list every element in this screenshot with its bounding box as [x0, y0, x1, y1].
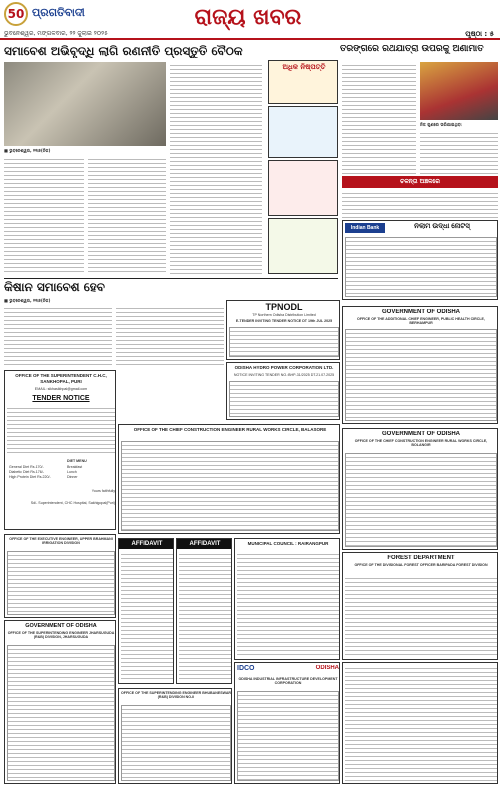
section-title: ରାଜ୍ୟ ଖବର [194, 4, 302, 30]
tpnodl-line: E-TENDER INVITING TENDER NOTICE DT 19th JUL 2025 [235, 319, 333, 323]
municipal-title: MUNICIPAL COUNCIL : RAIRANGPUR [247, 541, 329, 546]
chc-notice [4, 370, 116, 530]
idco-sub: ODISHA INDUSTRIAL INFRASTRUCTURE DEVELOPMENT CORPORATION [238, 677, 338, 686]
lead-headline: ସମାବେଶ ଅଭିବୃଦ୍ଧି ଲାଗି ରଣନୀତି ପ୍ରସ୍ତୁତି ବୈଠକ [4, 45, 243, 58]
diet-item-2: Lunch [67, 470, 77, 474]
gov-notice-2-title: GOVERNMENT OF ODISHA [381, 431, 460, 437]
chc-title: OFFICE OF THE SUPERINTENDENT C.H.C, SANKHOPAL, PURI [15, 373, 107, 384]
jharsuguda-table [7, 645, 115, 781]
affidavit-2 [176, 538, 232, 684]
bank-notice [342, 220, 498, 300]
kisan-byline: ■ ଭୁବନେଶ୍ୱର, ୨୧ା୭(ନିଜ) [4, 298, 51, 303]
affidavit-1 [118, 538, 174, 684]
lead-photo [4, 62, 166, 146]
tpnodl-sub: TP Northern Odisha Distribution Limited [252, 313, 316, 317]
ce-balasore-title: OFFICE OF THE CHIEF CONSTRUCTION ENGINEER RURAL WORKS CIRCLE, BALASORE [133, 427, 327, 432]
forest-notice [342, 552, 498, 660]
rate-1: General Diet Rs.170/- [9, 465, 44, 469]
ohpc-notice [226, 362, 340, 420]
gov-notice-2 [342, 428, 498, 550]
municipal-notice [234, 538, 340, 660]
ce-balasore-table [121, 441, 339, 531]
chc-email: EMAIL: sikhasikhpal@gmail.com [34, 387, 88, 391]
jharsuguda-gov: GOVERNMENT OF ODISHA [25, 623, 97, 629]
rate-2: Diabetic Diet Rs.176/- [9, 470, 44, 474]
yours-faithfully: Yours faithfully [91, 489, 115, 493]
center-ad-4 [268, 218, 338, 274]
upper-brahmani-notice [4, 534, 116, 618]
se-bhubaneswar-title: OFFICE OF THE SUPERINTENDING ENGINEER BHUBANESWAR (R&B) DIVISION NO-II [121, 691, 231, 700]
gov-notice-2-sub: OFFICE OF THE CHIEF CONSTRUCTION ENGINEER RURAL WORKS CIRCLE, BOLANGIR [354, 439, 488, 448]
diet-item-1: Breakfast [67, 465, 83, 469]
affidavit-1-body [121, 551, 173, 681]
kisan-body-col2 [116, 305, 224, 367]
idco-notice [234, 662, 340, 784]
upper-brahmani-table [7, 551, 115, 615]
dateline: ଭୁବନେଶ୍ୱର, ମଙ୍ଗଳବାର, ୨୨ ଜୁଲାଇ ୨୦୨୫ [4, 30, 108, 37]
kisan-headline: କିଷାନ ସମାବେଶ ହେବ [4, 281, 105, 294]
bank-notice-table [345, 237, 497, 297]
chc-body [7, 405, 115, 455]
affidavit-1-title: AFFIDAVIT [119, 539, 174, 549]
lead-body-col2 [88, 156, 166, 274]
forest-sub: OFFICE OF THE DIVISIONAL FOREST OFFICER BARIPADA FOREST DIVISION [354, 563, 488, 567]
center-ad-3 [268, 160, 338, 216]
mid-story-body [170, 62, 262, 274]
center-ad-1 [268, 60, 338, 104]
se-bhubaneswar-table [121, 705, 231, 781]
right-story-body-2 [420, 130, 498, 174]
kisan-body-col1 [4, 305, 112, 367]
idco-logo: IDCO [237, 665, 255, 672]
bottom-right-notice [342, 662, 498, 784]
jharsuguda-sub: OFFICE OF THE SUPERINTENDING ENGINEER JHARSUGUDA (R&B) DIVISION, JHARSUGUDA [7, 631, 115, 640]
jharsuguda-notice [4, 620, 116, 784]
diet-item-3: Dinner [67, 475, 78, 479]
gov-notice-2-table [345, 453, 497, 547]
lead-body-col1 [4, 156, 84, 274]
ce-balasore-notice [118, 424, 340, 534]
idco-table [237, 691, 339, 781]
gov-notice-1-title: GOVERNMENT OF ODISHA [381, 309, 460, 315]
center-ad-1-title: ଅଧିକ ନିଷ୍ପତ୍ତି [282, 63, 326, 71]
right-lower-body [342, 190, 498, 218]
right-banner: ଚଳନ୍ତା ଅଞ୍ଚଳରେ [342, 176, 498, 188]
bank-notice-title: ନିଲାମ ଉଦ୍ଧା ନୋଟିସ୍ [414, 223, 470, 230]
diet-menu-label: DIET MENU [67, 459, 87, 463]
tpnodl-notice [226, 300, 340, 360]
forest-title: FOREST DEPARTMENT [387, 555, 455, 561]
forest-body [345, 575, 497, 657]
affidavit-2-title: AFFIDAVIT [177, 539, 232, 549]
tpnodl-title: TPNODL [265, 302, 303, 312]
right-story-body [342, 62, 416, 174]
gov-notice-1-sub: OFFICE OF THE ADDITIONAL CHIEF ENGINEER, PUBLIC HEALTH CIRCLE, BERHAMPUR [357, 317, 485, 326]
affidavit-2-body [179, 551, 231, 681]
gov-notice-1-table [345, 329, 497, 421]
bank-name: Indian Bank [345, 223, 385, 233]
bottom-right-body [345, 665, 497, 781]
upper-brahmani-title: OFFICE OF THE EXECUTIVE ENGINEER, UPPER BRAHMANI IRRIGATION DIVISION [9, 537, 113, 546]
ohpc-table [229, 381, 339, 417]
ohpc-line: NOTICE INVITING TENDER NO.:BHP-31/2025 DT.21.07.2025 [233, 373, 335, 377]
gov-notice-1 [342, 306, 498, 424]
ohpc-title: ODISHA HYDRO POWER CORPORATION LTD. [234, 365, 334, 370]
tender-notice-title: TENDER NOTICE [32, 395, 90, 402]
chc-signature: Sd/- Superintendent, CHC Hospital, Sakhigopal(Puri) [30, 501, 115, 505]
masthead [0, 0, 500, 40]
municipal-body [237, 551, 339, 657]
right-headline: ତରଙ୍ଗରେ ରଥଯାତ୍ରା ଉପରକୁ ଅଣାମାତ [340, 45, 484, 54]
page-number: ପୃଷ୍ଠା : ୫ [465, 30, 494, 38]
center-ad-2 [268, 106, 338, 158]
right-subhead: ନିଜ ଗୁଣରେ ଭରିଯାଇଥିବା [420, 122, 462, 127]
tpnodl-table [229, 327, 339, 357]
rate-3: High Protein Diet Rs.220/- [9, 475, 51, 479]
anniversary-logo: 50 [4, 2, 28, 26]
se-bhubaneswar-notice [118, 688, 232, 784]
paper-name: ପ୍ରଗତିବାଦୀ [32, 6, 85, 19]
odisha-logo: ODISHA [315, 665, 339, 671]
right-photo [420, 62, 498, 120]
lead-byline: ■ ଭୁବନେଶ୍ୱର, ୨୧ା୭(ନିଜ) [4, 148, 51, 153]
divider [4, 278, 338, 279]
